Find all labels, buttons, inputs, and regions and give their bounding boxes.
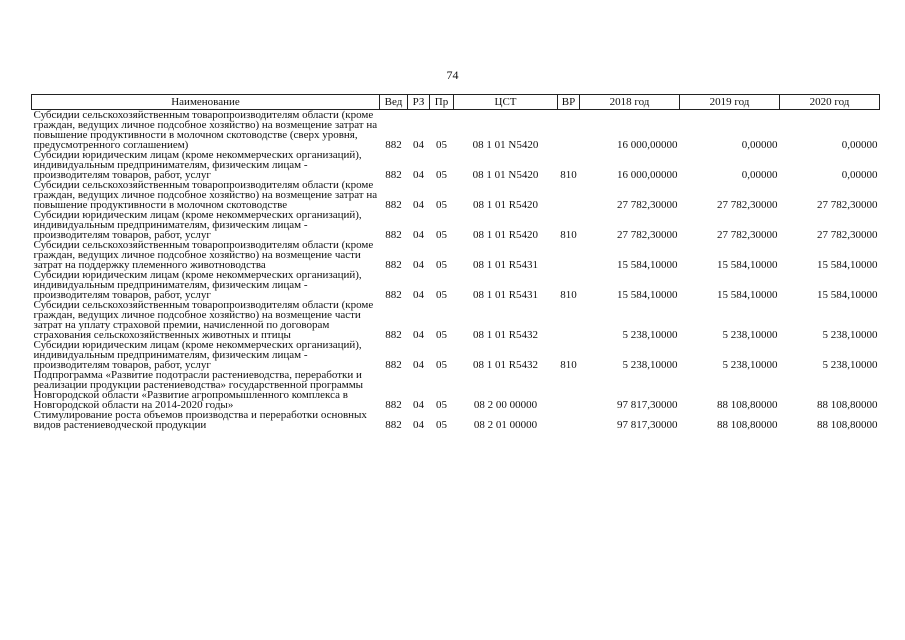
row-name: Субсидии юридическим лицам (кроме некоммерческих организаций), индивидуальным предпринимателям, физическим лицам - производителям товаров, работ, услуг bbox=[33, 149, 362, 181]
row-rz: 04 bbox=[413, 139, 424, 151]
row-name: Субсидии сельскохозяйственным товаропроизводителям области (кроме граждан, ведущих личное подсобное хозяйство) на возмещение части затрат на поддержку племенного животноводства bbox=[33, 239, 374, 271]
row-rz: 04 bbox=[413, 199, 424, 211]
table-row bbox=[32, 150, 880, 180]
row-rz: 04 bbox=[413, 259, 424, 271]
header-rz: РЗ bbox=[408, 95, 430, 110]
table-row bbox=[32, 240, 880, 270]
table-row bbox=[32, 370, 880, 410]
row-cst: 08 2 01 00000 bbox=[473, 419, 538, 431]
row-cst: 08 1 01 R5420 bbox=[472, 229, 539, 241]
row-2018: 16 000,00000 bbox=[617, 169, 678, 181]
table-row bbox=[32, 270, 880, 300]
row-2019: 5 238,10000 bbox=[722, 359, 778, 371]
row-2019: 88 108,80000 bbox=[717, 419, 778, 431]
page-number: 74 bbox=[446, 68, 459, 82]
row-ved: 882 bbox=[385, 139, 402, 151]
row-vr bbox=[558, 410, 580, 430]
row-rz: 04 bbox=[413, 359, 424, 371]
table-row bbox=[32, 410, 880, 430]
row-ved: 882 bbox=[385, 329, 402, 341]
row-2020: 5 238,10000 bbox=[822, 359, 878, 371]
row-ved: 882 bbox=[385, 199, 402, 211]
row-2020: 88 108,80000 bbox=[817, 399, 878, 411]
row-cst: 08 1 01 R5431 bbox=[472, 259, 539, 271]
header-2020: 2020 год bbox=[780, 95, 880, 110]
row-2020: 15 584,10000 bbox=[817, 289, 878, 301]
table-row bbox=[32, 210, 880, 240]
row-2018: 5 238,10000 bbox=[622, 329, 678, 341]
row-2020: 27 782,30000 bbox=[817, 229, 878, 241]
row-ved: 882 bbox=[385, 259, 402, 271]
row-cst: 08 1 01 R5431 bbox=[472, 289, 539, 301]
row-name: Подпрограмма «Развитие подотрасли растениеводства, переработки и реализации продукции растениеводства» государственной программы Новгородской области «Развитие агропромышленного комплекса в Новгородской области на 2014-2020 годы» bbox=[33, 369, 364, 411]
row-2019: 0,00000 bbox=[741, 169, 778, 181]
row-pr: 05 bbox=[436, 329, 447, 341]
row-2018: 5 238,10000 bbox=[622, 359, 678, 371]
row-cst: 08 1 01 N5420 bbox=[472, 139, 539, 151]
row-name: Субсидии юридическим лицам (кроме некоммерческих организаций), индивидуальным предпринимателям, физическим лицам - производителям товаров, работ, услуг bbox=[33, 339, 362, 371]
row-2019: 5 238,10000 bbox=[722, 329, 778, 341]
row-pr: 05 bbox=[436, 289, 447, 301]
row-2019: 0,00000 bbox=[741, 139, 778, 151]
header-2018: 2018 год bbox=[580, 95, 680, 110]
row-rz: 04 bbox=[413, 229, 424, 241]
row-pr: 05 bbox=[436, 259, 447, 271]
row-vr bbox=[558, 240, 580, 270]
row-cst: 08 1 01 R5432 bbox=[472, 329, 539, 341]
row-vr bbox=[558, 180, 580, 210]
table-header-row bbox=[32, 95, 880, 110]
row-rz: 04 bbox=[413, 329, 424, 341]
row-2019: 88 108,80000 bbox=[717, 399, 778, 411]
row-vr: 810 bbox=[560, 169, 577, 181]
header-name: Наименование bbox=[32, 95, 380, 110]
row-name: Стимулирование роста объемов производства и переработки основных видов растениеводческой продукции bbox=[33, 409, 367, 431]
row-rz: 04 bbox=[413, 169, 424, 181]
row-2018: 97 817,30000 bbox=[617, 399, 678, 411]
row-vr: 810 bbox=[560, 229, 577, 241]
row-name: Субсидии юридическим лицам (кроме некоммерческих организаций), индивидуальным предпринимателям, физическим лицам - производителям товаров, работ, услуг bbox=[33, 209, 362, 241]
row-pr: 05 bbox=[436, 399, 447, 411]
row-pr: 05 bbox=[436, 359, 447, 371]
row-pr: 05 bbox=[436, 139, 447, 151]
row-rz: 04 bbox=[413, 289, 424, 301]
row-ved: 882 bbox=[385, 419, 402, 431]
row-pr: 05 bbox=[436, 169, 447, 181]
header-ved: Вед bbox=[380, 95, 408, 110]
row-name: Субсидии сельскохозяйственным товаропроизводителям области (кроме граждан, ведущих личное подсобное хозяйство) на возмещение части затрат на уплату страховой премии, начисленной по договорам страхования сельскохозяйственных животных и птицы bbox=[33, 299, 374, 341]
row-cst: 08 1 01 N5420 bbox=[472, 169, 539, 181]
header-2019: 2019 год bbox=[680, 95, 780, 110]
header-pr: Пр bbox=[430, 95, 454, 110]
row-cst: 08 1 01 R5432 bbox=[472, 359, 539, 371]
row-vr: 810 bbox=[560, 359, 577, 371]
row-2019: 27 782,30000 bbox=[717, 199, 778, 211]
row-2018: 27 782,30000 bbox=[617, 229, 678, 241]
header-cst: ЦСТ bbox=[454, 95, 558, 110]
row-ved: 882 bbox=[385, 169, 402, 181]
row-ved: 882 bbox=[385, 399, 402, 411]
row-2018: 16 000,00000 bbox=[617, 139, 678, 151]
row-pr: 05 bbox=[436, 419, 447, 431]
row-2020: 5 238,10000 bbox=[822, 329, 878, 341]
row-2020: 0,00000 bbox=[841, 139, 878, 151]
table-row bbox=[32, 340, 880, 370]
row-vr bbox=[558, 300, 580, 340]
row-name: Субсидии сельскохозяйственным товаропроизводителям области (кроме граждан, ведущих личное подсобное хозяйство) на возмещение затрат на повышение продуктивности в молочном скотоводстве bbox=[33, 179, 378, 211]
table-row bbox=[32, 180, 880, 210]
table-row bbox=[32, 300, 880, 340]
row-rz: 04 bbox=[413, 399, 424, 411]
row-pr: 05 bbox=[436, 199, 447, 211]
row-2020: 27 782,30000 bbox=[817, 199, 878, 211]
budget-table bbox=[31, 94, 880, 430]
row-ved: 882 bbox=[385, 229, 402, 241]
row-vr: 810 bbox=[560, 289, 577, 301]
row-2019: 27 782,30000 bbox=[717, 229, 778, 241]
row-name: Субсидии юридическим лицам (кроме некоммерческих организаций), индивидуальным предпринимателям, физическим лицам - производителям товаров, работ, услуг bbox=[33, 269, 362, 301]
row-pr: 05 bbox=[436, 229, 447, 241]
row-2018: 15 584,10000 bbox=[617, 289, 678, 301]
header-vr: ВР bbox=[558, 95, 580, 110]
row-ved: 882 bbox=[385, 359, 402, 371]
row-2018: 15 584,10000 bbox=[617, 259, 678, 271]
row-2018: 27 782,30000 bbox=[617, 199, 678, 211]
row-vr bbox=[558, 370, 580, 410]
row-ved: 882 bbox=[385, 289, 402, 301]
table-row bbox=[32, 110, 880, 151]
row-cst: 08 1 01 R5420 bbox=[472, 199, 539, 211]
row-2020: 15 584,10000 bbox=[817, 259, 878, 271]
row-2019: 15 584,10000 bbox=[717, 289, 778, 301]
row-name: Субсидии сельскохозяйственным товаропроизводителям области (кроме граждан, ведущих личное подсобное хозяйство) на возмещение затрат на повышение продуктивности в молочном скотоводстве (сверх уровня, предусмотренного соглашением) bbox=[33, 109, 378, 151]
row-2018: 97 817,30000 bbox=[617, 419, 678, 431]
row-2020: 88 108,80000 bbox=[817, 419, 878, 431]
row-2020: 0,00000 bbox=[841, 169, 878, 181]
row-rz: 04 bbox=[413, 419, 424, 431]
row-2019: 15 584,10000 bbox=[717, 259, 778, 271]
row-cst: 08 2 00 00000 bbox=[473, 399, 538, 411]
row-vr bbox=[558, 110, 580, 151]
